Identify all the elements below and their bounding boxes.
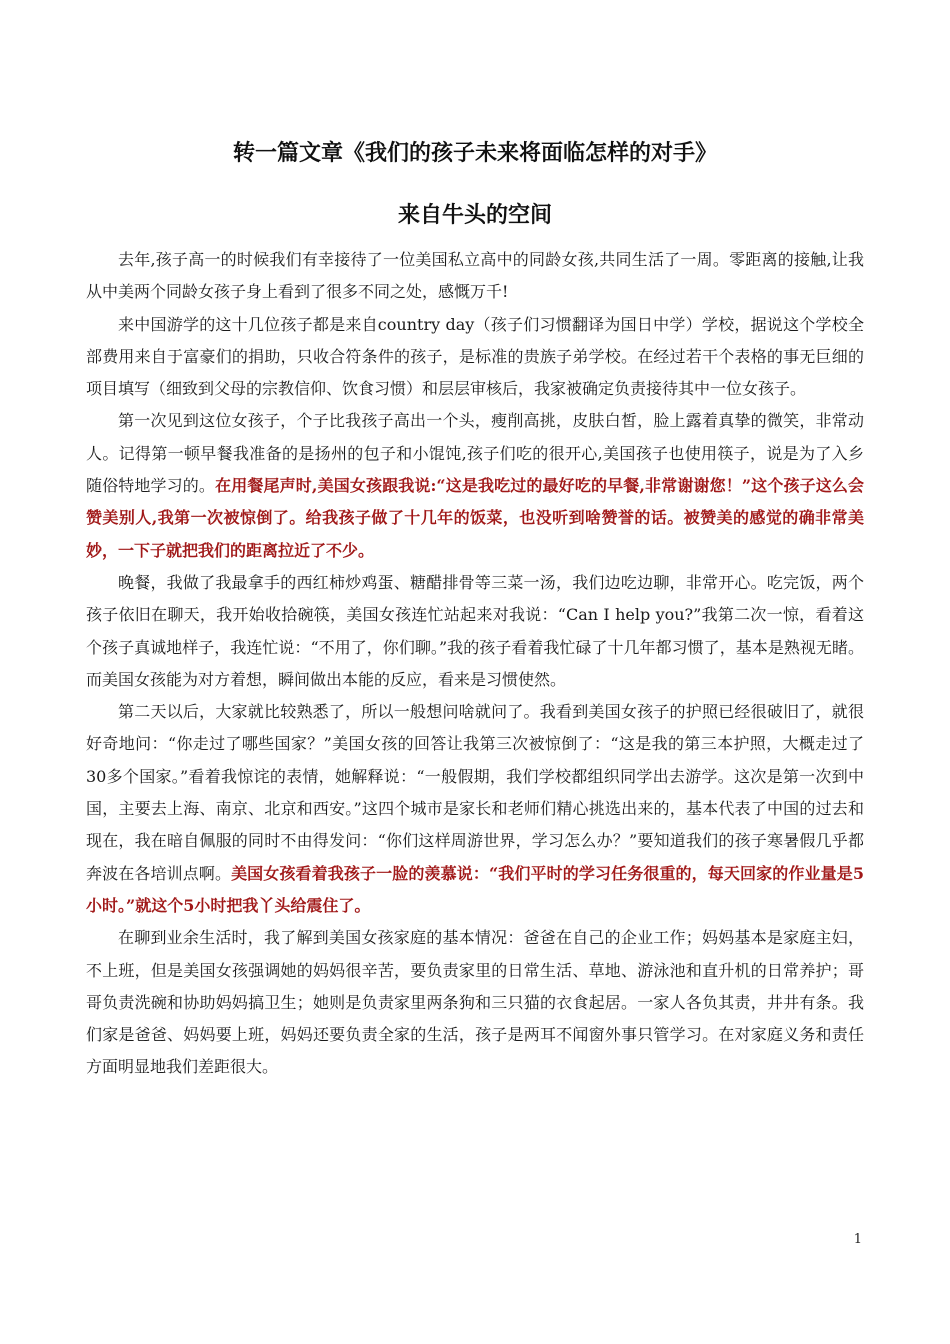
paragraph-4 [86, 567, 864, 696]
paragraph-text: 来中国游学的这十几位孩子都是来自country day（孩子们习惯翻译为国日中学）学校，据说这个学校全部费用来自于富豪们的捐助，只收合符条件的孩子，是标准的贵族子弟学校。在经过若干个表格的事无巨细的项目填写（细致到父母的宗教信仰、饮食习惯）和层层审核后，我家被确定负责接待其中一位女孩子。 [86, 314, 864, 399]
paragraph-3 [86, 405, 864, 566]
paragraph-5 [86, 696, 864, 922]
paragraph-text: 晚餐，我做了我最拿手的西红柿炒鸡蛋、糖醋排骨等三菜一汤，我们边吃边聊，非常开心。吃完饭，两个孩子依旧在聊天，我开始收拾碗筷，美国女孩连忙站起来对我说：“Can I help you?”我第二次一惊，看着这个孩子真诚地样子，我连忙说：“不用了，你们聊。”我的孩子看着我忙碌了十几年都习惯了，基本是熟视无睹。而美国女孩能为对方着想，瞬间做出本能的反应，看来是习惯使然。 [86, 572, 864, 689]
paragraph-6 [86, 922, 864, 1083]
page-number: 1 [853, 1232, 862, 1247]
article-title: 转一篇文章《我们的孩子未来将面临怎样的对手》 [232, 141, 717, 166]
paragraph-1 [86, 244, 864, 309]
highlighted-text: 在用餐尾声时,美国女孩跟我说:“这是我吃过的最好吃的早餐,非常谢谢您！”这个孩子这么会赞美别人,我第一次被惊倒了。给我孩子做了十几年的饭菜，也没听到啥赞誉的话。被赞美的感觉的确非常美妙，一下子就把我们的距离拉近了不少。 [86, 476, 864, 560]
paragraph-text: 去年,孩子高一的时候我们有幸接待了一位美国私立高中的同龄女孩,共同生活了一周。零距离的接触,让我从中美两个同龄女孩子身上看到了很多不同之处，感慨万千! [86, 250, 864, 302]
article-body [86, 244, 864, 1084]
highlighted-text: 美国女孩看着我孩子一脸的羡慕说：“我们平时的学习任务很重的，每天回家的作业量是5小时。”就这个5小时把我丫头给震住了。 [86, 863, 864, 915]
paragraph-text: 在聊到业余生活时，我了解到美国女孩家庭的基本情况：爸爸在自己的企业工作；妈妈基本是家庭主妇，不上班，但是美国女孩强调她的妈妈很辛苦，要负责家里的日常生活、草地、游泳池和直升机的日常养护；哥哥负责洗碗和协助妈妈搞卫生；她则是负责家里两条狗和三只猫的衣食起居。一家人各负其责，井井有条。我们家是爸爸、妈妈要上班，妈妈还要负责全家的生活，孩子是两耳不闻窗外事只管学习。在对家庭义务和责任方面明显地我们差距很大。 [86, 928, 864, 1077]
paragraph-2 [86, 309, 864, 406]
article-subtitle: 来自牛头的空间 [397, 203, 552, 228]
paragraph-text: 第二天以后，大家就比较熟悉了，所以一般想问啥就问了。我看到美国女孩子的护照已经很破旧了，就很好奇地问：“你走过了哪些国家？”美国女孩的回答让我第三次被惊倒了：“这是我的第三本护照，大概走过了30多个国家。”看着我惊诧的表情，她解释说：“一般假期，我们学校都组织同学出去游学。这次是第一次到中国，主要去上海、南京、北京和西安。”这四个城市是家长和老师们精心挑选出来的，基本代表了中国的过去和现在，我在暗自佩服的同时不由得发问：“你们这样周游世界，学习怎么办？”要知道我们的孩子寒暑假几乎都奔波在各培训点啊。 [86, 702, 864, 883]
paragraph-text: 第一次见到这位女孩子，个子比我孩子高出一个头，瘦削高挑，皮肤白皙，脸上露着真挚的微笑，非常动人。记得第一顿早餐我准备的是扬州的包子和小馄饨,孩子们吃的很开心,美国孩子也使用筷子，说是为了入乡随俗特地学习的。 [86, 411, 864, 496]
